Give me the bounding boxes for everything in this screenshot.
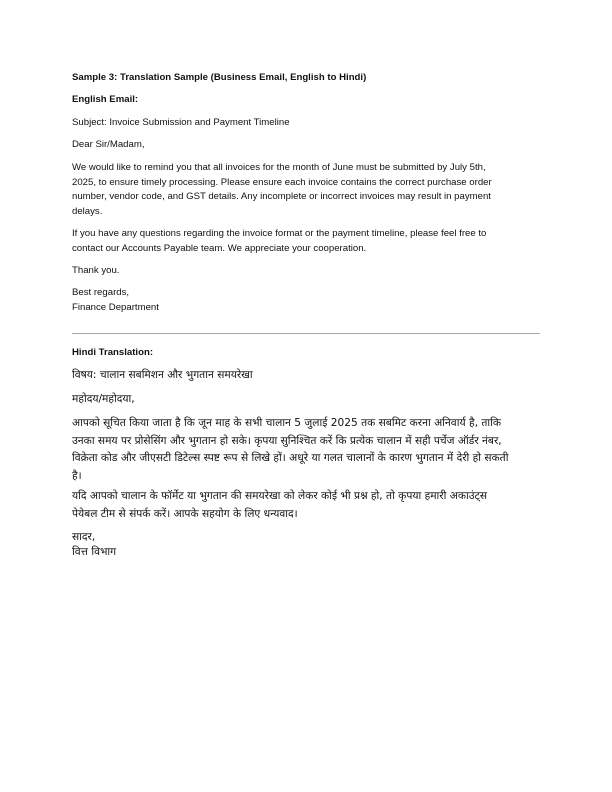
hindi-heading: Hindi Translation: bbox=[72, 347, 154, 358]
document-title: Sample 3: Translation Sample (Business Email, English to Hindi) bbox=[72, 72, 367, 83]
hindi-paragraph-2 bbox=[72, 488, 540, 523]
english-paragraph-2 bbox=[72, 227, 540, 256]
english-signoff: Best regards, bbox=[72, 287, 130, 298]
english-heading: English Email: bbox=[72, 94, 139, 105]
english-salutation: Dear Sir/Madam, bbox=[72, 139, 145, 150]
text-line: We would like to remind you that all invoices for the month of June must be submitted by July 5th, bbox=[72, 162, 486, 173]
text-line: उनका समय पर प्रोसेसिंग और भुगतान हो सके। कृपया सुनिश्चित करें कि प्रत्येक चालान में सही पर्चेज ऑर्डर नंबर, bbox=[72, 434, 502, 447]
hindi-salutation: महोदय/महोदया, bbox=[72, 393, 135, 405]
text-line: If you have any questions regarding the invoice format or the payment timeline, please feel free to bbox=[72, 228, 487, 239]
text-line: विक्रेता कोड और जीएसटी डिटेल्स स्पष्ट रूप से लिखे हों। अधूरे या गलत चालानों के कारण भुगतान में देरी हो सकती bbox=[72, 452, 509, 464]
text-line: आपको सूचित किया जाता है कि जून माह के सभी चालान 5 जुलाई 2025 तक सबमिट करना अनिवार्य है, ताकि bbox=[72, 417, 501, 429]
text-line: delays. bbox=[72, 205, 103, 217]
text-line: contact our Accounts Payable team. We appreciate your cooperation. bbox=[72, 242, 367, 254]
hindi-paragraph-1 bbox=[72, 415, 540, 485]
text-line: यदि आपको चालान के फॉर्मेट या भुगतान की समयरेखा को लेकर कोई भी प्रश्न हो, तो कृपया हमारी अकाउंट्स bbox=[72, 490, 488, 502]
section-divider bbox=[72, 333, 540, 334]
hindi-subject: विषय: चालान सबमिशन और भुगतान समयरेखा bbox=[72, 369, 253, 381]
text-line: 2025, to ensure timely processing. Please ensure each invoice contains the correct purchase order bbox=[72, 176, 492, 188]
text-line: है। bbox=[72, 469, 82, 482]
english-signature: Finance Department bbox=[72, 302, 159, 313]
english-closing: Thank you. bbox=[72, 265, 120, 276]
hindi-signature: वित्त विभाग bbox=[72, 546, 117, 558]
hindi-signoff: सादर, bbox=[72, 531, 96, 543]
text-line: number, vendor code, and GST details. Any incomplete or incorrect invoices may result in payment bbox=[72, 191, 491, 202]
text-line: पेयेबल टीम से संपर्क करें। आपके सहयोग के लिए धन्यवाद। bbox=[72, 507, 298, 520]
english-paragraph-1 bbox=[72, 161, 540, 219]
english-subject: Subject: Invoice Submission and Payment Timeline bbox=[72, 117, 290, 128]
